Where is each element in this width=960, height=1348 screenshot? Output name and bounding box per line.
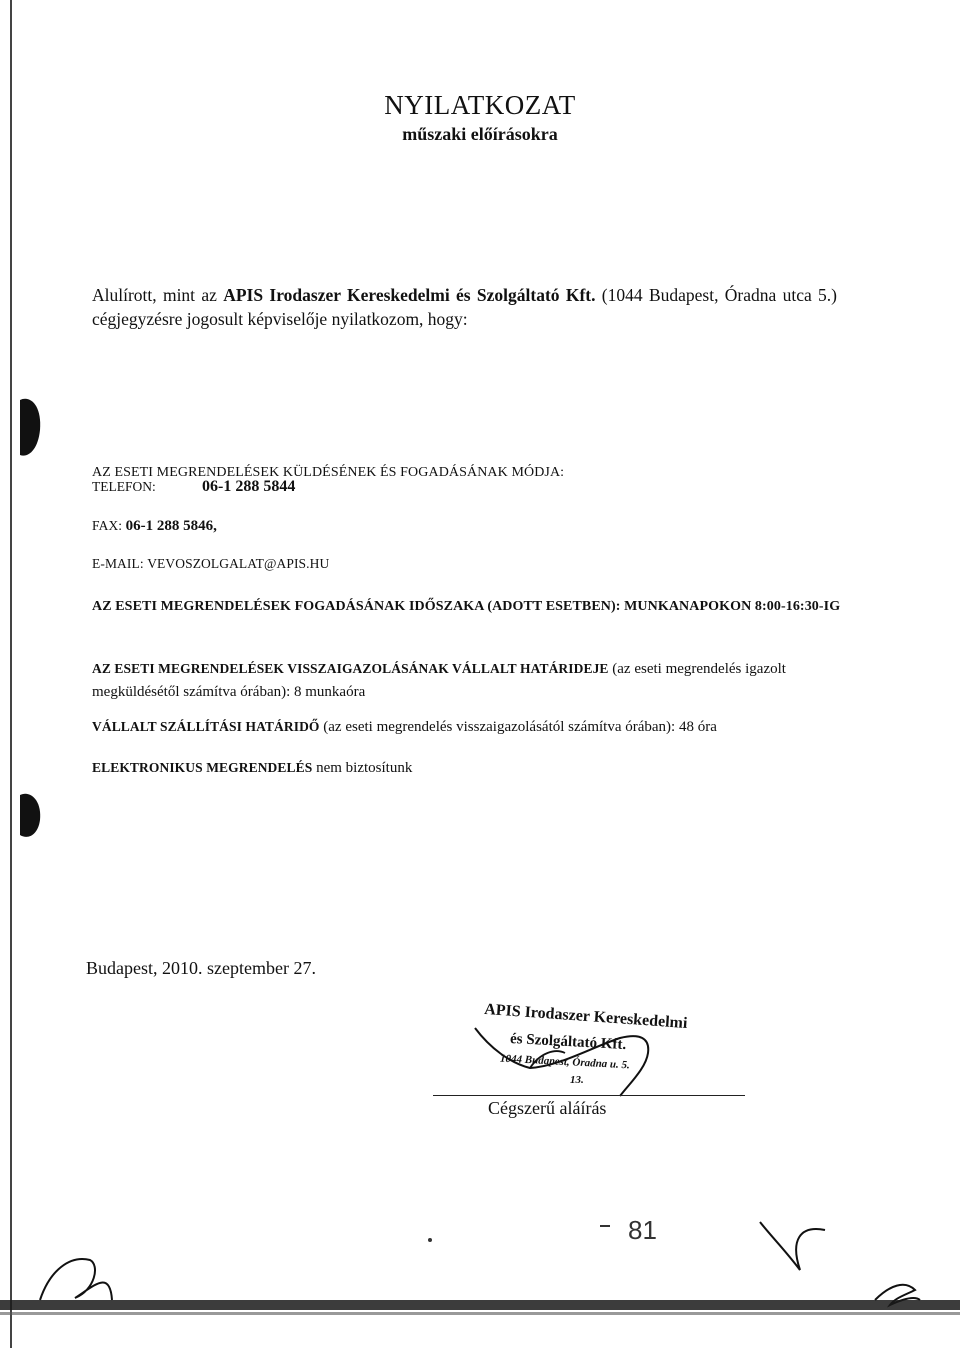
signature-scribble [470, 1008, 705, 1100]
signature-line [433, 1095, 745, 1096]
fax-value: 06-1 288 5846, [125, 518, 217, 534]
confirm-deadline [92, 658, 832, 704]
company-name: APIS Irodaszer Kereskedelmi és Szolgáltató Kft. [223, 285, 596, 305]
delivery-caps: VÁLLALT SZÁLLÍTÁSI HATÁRIDŐ [92, 719, 320, 734]
intro-paragraph [92, 283, 837, 331]
electronic-caps: ELEKTRONIKUS MEGRENDELÉS [92, 760, 313, 775]
handwritten-number: 81 [628, 1215, 657, 1245]
stamp-line-3: 1044 Budapest, Óradna u. 5. [499, 1052, 631, 1072]
phone-value: 06-1 288 5844 [202, 478, 296, 495]
email-value: VEVOSZOLGALAT@APIS.HU [147, 556, 330, 571]
delivery-text: (az eseti megrendelés visszaigazolásától számítva órában): 48 óra [319, 719, 717, 735]
hole-punch-mark-bottom [20, 794, 40, 837]
email-label: E-MAIL: [92, 556, 144, 571]
receive-period: AZ ESETI MEGRENDELÉSEK FOGADÁSÁNAK IDŐSZAKA (ADOTT ESETBEN): MUNKANAPOKON 8:00-16:30-IG [92, 599, 841, 614]
date-line: Budapest, 2010. szeptember 27. [86, 958, 316, 978]
bottom-scan-edge [0, 1300, 960, 1310]
electronic-order [92, 760, 412, 777]
document-title: NYILATKOZAT [384, 90, 576, 120]
hole-punch-mark-top [20, 399, 40, 456]
intro-text-start: Alulírott, mint az [92, 285, 224, 305]
fax-label: FAX: [92, 518, 123, 533]
company-stamp [470, 1000, 705, 1100]
handwritten-mark-left [40, 1259, 112, 1300]
stamp-line-4: 13. [570, 1074, 584, 1086]
stamp-line-1: APIS Irodaszer Kereskedelmi [483, 1000, 688, 1033]
fax-line [92, 518, 217, 535]
phone-label: TELEFON: [92, 479, 156, 494]
intro-text-end: (1044 Budapest, Óradna utca 5.) cégjegyzésre jogosult képviselője nyilatkozom, hogy: [92, 285, 837, 329]
scan-margin-line [10, 0, 12, 1348]
dot-mark [428, 1238, 432, 1242]
email-line [92, 556, 329, 573]
confirm-caps: AZ ESETI MEGRENDELÉSEK VISSZAIGAZOLÁSÁNAK VÁLLALT HATÁRIDEJE [92, 661, 609, 676]
stamp-line-2: és Szolgáltató Kft. [509, 1030, 627, 1054]
handwritten-initials [875, 1285, 920, 1305]
confirm-text: (az eseti megrendelés igazolt megküldésétől számítva órában): 8 munkaóra [92, 661, 786, 700]
phone-line [92, 478, 792, 496]
document-subtitle: műszaki előírásokra [402, 124, 558, 144]
order-mode-heading: AZ ESETI MEGRENDELÉSEK KÜLDÉSÉNEK ÉS FOGADÁSÁNAK MÓDJA: [92, 465, 565, 480]
signature-label: Cégszerű aláírás [488, 1098, 607, 1118]
handwritten-mark-right [760, 1222, 825, 1270]
delivery-deadline [92, 719, 852, 736]
electronic-text: nem biztosítunk [312, 760, 413, 776]
